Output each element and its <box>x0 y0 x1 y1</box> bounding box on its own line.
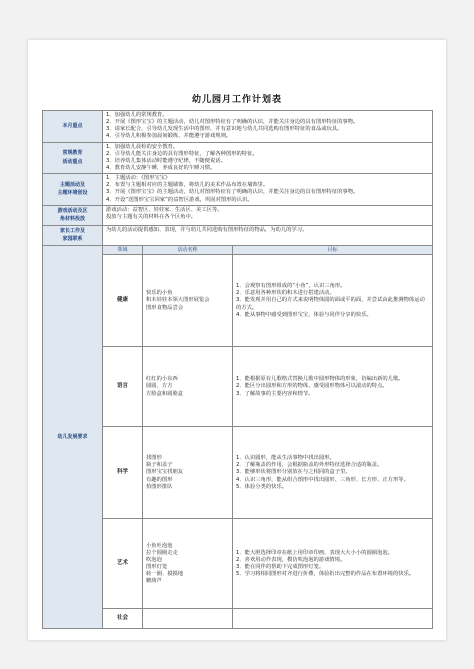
goal-item: 2．喜欢用动作表现，模仿吹泡泡的游戏情境。 <box>236 556 346 563</box>
dev-area: 健康 <box>103 255 143 347</box>
section-label <box>43 205 103 225</box>
dev-area: 科学 <box>103 427 143 519</box>
section-label <box>43 142 103 174</box>
section-line: 3．请家长配合，引导幼儿发现生活中的图形，并有意识地与幼儿共同选购有图形特征的食品或玩具。 <box>106 126 343 133</box>
section-line: 3．开展《图形宝宝》的主题活动，幼儿对图形特征有了明确的认识，并能关注身边的具有图形特征的事物。 <box>106 189 359 196</box>
section-line: 1．主题活动：《图形宝宝》 <box>106 175 171 182</box>
activity-item: 图形宝宝找朋友 <box>146 469 184 476</box>
activity-item: 有趣的图形 <box>146 476 173 483</box>
section-label-text: 活动重点 <box>62 158 83 165</box>
section-line: 2．引导幼儿能关注身边的具有图形特征，了解各种图形的特征。 <box>106 150 258 157</box>
section-line: 为幼儿的活动提供感知、表现，并与幼儿共同选购有图形特征的物品，为幼儿的学习。 <box>106 226 308 233</box>
activity-item: 拾图形排队 <box>146 483 173 490</box>
section-label-text: 家长工作及 <box>59 227 85 234</box>
goal-item: 2．了解瓶盖的作用，会根据瓶盖的外形特征选择合适的瓶盖。 <box>236 462 383 469</box>
section-label <box>43 174 103 206</box>
dev-activities <box>143 427 233 519</box>
section-content <box>103 205 433 225</box>
section-label-text: 主题活动及 <box>59 181 85 188</box>
dev-goals <box>233 519 433 609</box>
goal-item: 5．体验分类的快乐。 <box>236 483 288 490</box>
section-line: 2．布置与主题相对应的主题墙饰，将幼儿的美术作品布置在墙饰里。 <box>106 182 269 189</box>
activity-item: 吹泡泡 <box>146 556 162 563</box>
section-row <box>43 142 433 174</box>
section-row <box>43 225 433 245</box>
goal-item: 1．会观察有图形组成的“小鱼”，认识三角形。 <box>236 283 346 290</box>
goal-item: 2．乐意用各种形状的积木进行搭建活动。 <box>236 290 335 297</box>
dev-header-activity: 活动名称 <box>143 245 233 255</box>
section-label-text: 游戏活动及区 <box>57 207 88 214</box>
section-content <box>103 111 433 143</box>
section-line: 2．开展《图形宝宝》的主题活动，幼儿对图形特征有了明确的认识，并能关注身边的具有图形特征的事物。 <box>106 119 359 126</box>
section-line: 4．教育幼儿安静午睡，养成良好的午睡习惯。 <box>106 164 216 171</box>
plan-table <box>42 110 433 629</box>
goal-item: 3．能发现并用自己的方式来说明物体圆的面或平的面，并尝试由此推测物体运动的方式。 <box>236 297 425 311</box>
goal-item: 4．能从事物中感受到图形宝宝，体验与同伴分享的快乐。 <box>236 311 372 318</box>
goal-item: 1．认识圆形，能从生活事物中找出圆形。 <box>236 455 335 462</box>
section-label-text: 角材料投放 <box>59 216 85 223</box>
dev-activities <box>143 255 233 347</box>
section-line: 游戏活动：益智区、娃娃家、生活区、美工区等。 <box>106 206 223 213</box>
activity-item: 找图形 <box>146 455 162 462</box>
section-line: 1．加强幼儿的常规教育。 <box>106 112 168 118</box>
section-row <box>43 111 433 143</box>
activity-item: 糖葫芦 <box>146 578 162 585</box>
dev-label-text: 幼儿发展要求 <box>57 433 88 440</box>
goal-item: 3．了解故事的主要内容和情节。 <box>236 390 314 397</box>
dev-header-row <box>43 245 433 255</box>
goal-item: 3．能在同伴的帮助下完成图形灯笼。 <box>236 563 325 570</box>
dev-goals <box>233 347 433 427</box>
activity-item: 快乐的小鱼 <box>146 290 173 297</box>
section-line: 1．加强幼儿晨检的安全教育。 <box>106 143 179 150</box>
goal-item: 2．能区分出圆形和方形的物体，感受圆形物体可以滚动的特点。 <box>236 383 388 390</box>
section-content <box>103 174 433 206</box>
section-line: 投放与主题有关的材料在各个区角中。 <box>106 213 197 220</box>
dev-area: 社会 <box>103 609 143 629</box>
activity-item: 小鱼吐泡泡 <box>146 542 173 549</box>
activity-item: 红红的小东西 <box>146 376 178 383</box>
section-line: 4．引导幼儿积极参加晨间锻炼，并能遵守游戏规则。 <box>106 133 232 140</box>
dev-activities <box>143 347 233 427</box>
section-row <box>43 174 433 206</box>
section-label <box>43 225 103 245</box>
dev-goals <box>233 427 433 519</box>
section-label-text: 主题环境创设 <box>57 190 88 197</box>
dev-label <box>43 245 103 629</box>
dev-activities <box>143 519 233 609</box>
dev-header-goal: 目标 <box>233 245 433 255</box>
dev-goals <box>233 255 433 347</box>
section-label-text: 家园联系 <box>62 236 83 243</box>
page-title: 幼儿园月工作计划表 <box>191 95 282 105</box>
activity-item: 拉个圆圈走走 <box>146 549 178 556</box>
section-line: 3．培养幼儿集体活动时能遵守纪律，不随便说话。 <box>106 157 226 164</box>
section-row <box>43 205 433 225</box>
goal-item: 4．认识三角形，能从组合图形中找出圆形、三角形、长方形、正方形等。 <box>236 476 409 483</box>
document-page <box>28 40 446 640</box>
section-line: 4．开设“送图形宝宝回家”的益智区游戏，巩固对图形的认识。 <box>106 196 253 203</box>
activity-item: 转一圈、摸摸地 <box>146 571 184 578</box>
dev-goals <box>233 609 433 629</box>
dev-activities <box>143 609 233 629</box>
activity-item: 圆圆、方方 <box>146 383 173 390</box>
activity-item: 积木娃娃本领大图形展览会 <box>146 297 210 304</box>
section-label <box>43 111 103 143</box>
dev-area: 艺术 <box>103 519 143 609</box>
section-label-text: 常规教育 <box>62 150 83 157</box>
goal-item: 1．能大胆选择印章在纸上用印章印画，表现大大小小的圆圈泡泡。 <box>236 549 393 556</box>
activity-item: 图形灯笼 <box>146 563 168 570</box>
section-label-text: 本月重点 <box>62 123 83 130</box>
section-content <box>103 225 433 245</box>
dev-header-area: 领域 <box>103 245 143 255</box>
goal-item: 3．能够形状将图形分别放在与之相同的盒子里。 <box>236 469 351 476</box>
activity-item: 图形食物品尝会 <box>146 304 184 311</box>
goal-item: 1．能根据原有儿歌格式替换儿歌中圆形物体的形象，仿编出新的儿歌。 <box>236 376 404 383</box>
activity-item: 瓶子和盖子 <box>146 462 173 469</box>
dev-area: 语言 <box>103 347 143 427</box>
goal-item: 5．学习将相同图形对齐进行折叠，体验折出完整的作品在布置环境的快乐。 <box>236 571 415 578</box>
section-content <box>103 142 433 174</box>
activity-item: 方脸盒和圆脸盒 <box>146 390 184 397</box>
